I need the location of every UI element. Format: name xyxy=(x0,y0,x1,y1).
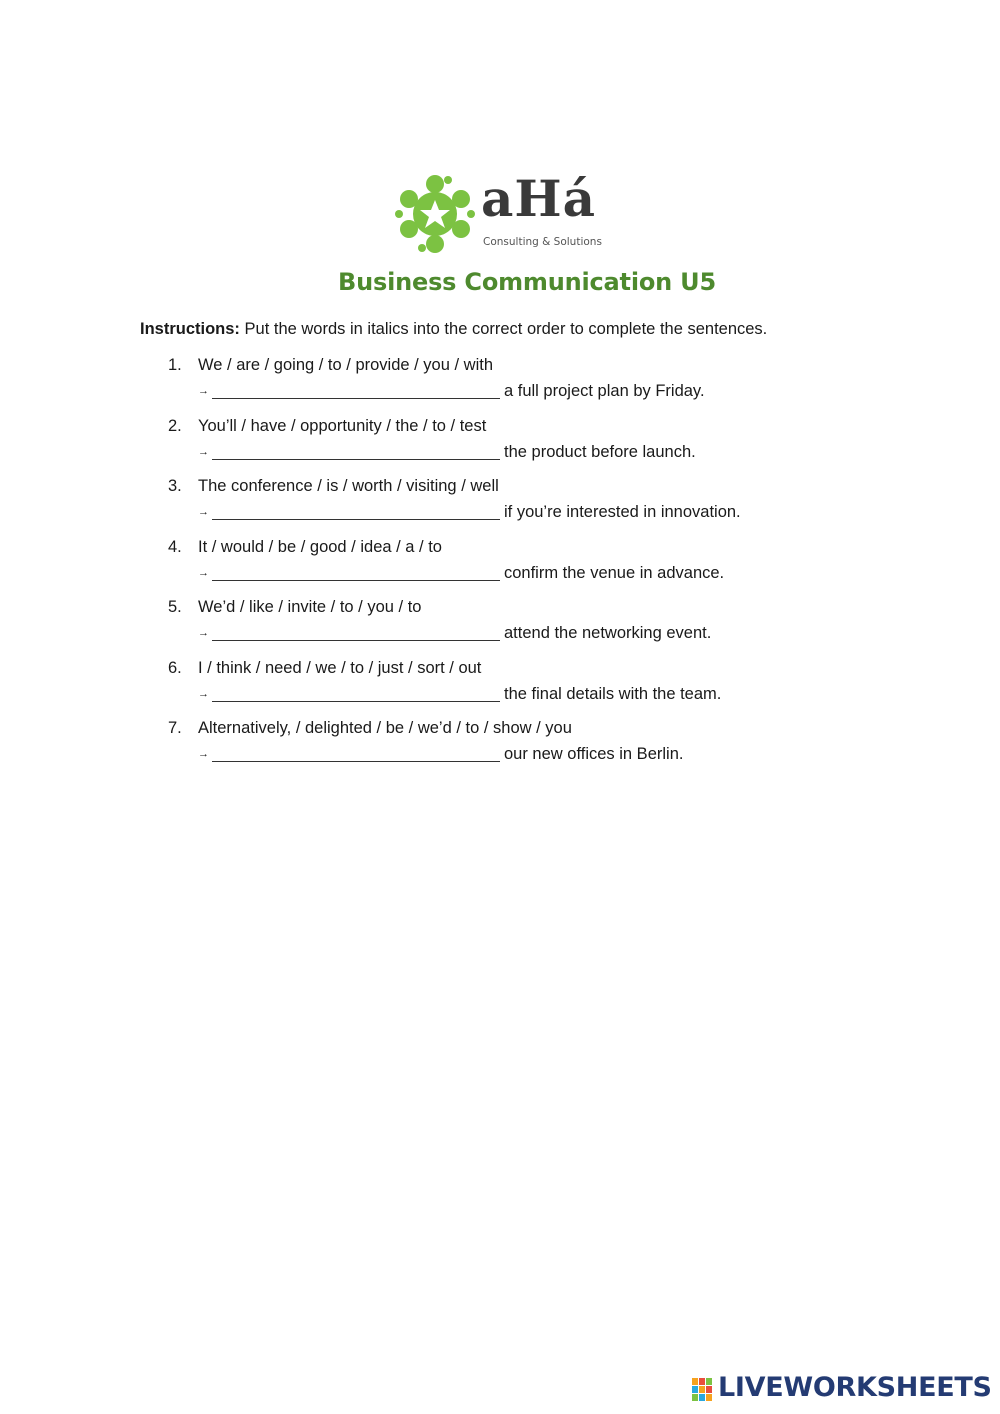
instructions-text: Put the words in italics into the correct order to complete the sentences. xyxy=(239,320,768,338)
liveworksheets-grid-icon xyxy=(692,1378,714,1402)
item-number: 6. xyxy=(168,658,182,677)
item-ending: confirm the venue in advance. xyxy=(504,563,725,582)
exercise-item xyxy=(0,538,1000,594)
answer-row xyxy=(198,562,724,583)
item-ending: our new offices in Berlin. xyxy=(504,745,684,763)
item-number: 7. xyxy=(168,719,182,737)
answer-row xyxy=(198,501,741,522)
item-number: 2. xyxy=(168,416,182,435)
item-prompt: I / think / need / we / to / just / sort / out xyxy=(198,658,482,677)
answer-blank[interactable] xyxy=(212,441,500,460)
aha-star-icon xyxy=(395,174,475,254)
item-ending: the product before launch. xyxy=(504,442,696,461)
answer-blank[interactable] xyxy=(212,562,500,581)
instructions-label: Instructions: xyxy=(140,320,240,338)
logo-tagline: Consulting & Solutions xyxy=(483,236,602,248)
answer-row xyxy=(198,743,683,764)
answer-blank[interactable] xyxy=(212,683,500,702)
arrow-icon: → xyxy=(198,748,209,760)
answer-row xyxy=(198,380,705,401)
item-number: 1. xyxy=(168,356,182,374)
arrow-icon: → xyxy=(198,687,209,700)
arrow-icon: → xyxy=(198,566,209,579)
exercise-item xyxy=(0,356,1000,412)
answer-blank[interactable] xyxy=(212,743,500,762)
exercise-item xyxy=(0,417,1000,473)
exercise-item xyxy=(0,477,1000,533)
answer-row xyxy=(198,683,721,704)
item-prompt: You’ll / have / opportunity / the / to / test xyxy=(198,416,487,435)
answer-blank[interactable] xyxy=(212,501,500,520)
exercise-item xyxy=(0,598,1000,654)
item-prompt: The conference / is / worth / visiting / well xyxy=(198,477,499,495)
aha-logo xyxy=(395,169,610,256)
liveworksheets-brand: LIVEWORKSHEETS xyxy=(718,1372,992,1403)
item-number: 3. xyxy=(168,477,182,495)
exercise-item xyxy=(0,659,1000,715)
item-number: 5. xyxy=(168,598,182,616)
item-prompt: Alternatively, / delighted / be / we’d / to / show / you xyxy=(198,719,572,737)
instructions xyxy=(140,320,767,339)
item-prompt: We / are / going / to / provide / you / with xyxy=(198,356,494,374)
arrow-icon: → xyxy=(198,445,209,458)
item-prompt: We’d / like / invite / to / you / to xyxy=(198,598,422,616)
answer-row xyxy=(198,441,696,462)
answer-row xyxy=(198,622,711,643)
answer-blank[interactable] xyxy=(212,622,500,641)
arrow-icon: → xyxy=(198,506,209,518)
item-ending: attend the networking event. xyxy=(504,624,712,642)
arrow-icon: → xyxy=(198,385,209,397)
item-ending: a full project plan by Friday. xyxy=(504,382,705,400)
item-prompt: It / would / be / good / idea / a / to xyxy=(198,537,442,556)
item-number: 4. xyxy=(168,537,182,556)
answer-blank[interactable] xyxy=(212,380,500,399)
page-title: Business Communication U5 xyxy=(338,268,716,296)
item-ending: the final details with the team. xyxy=(504,684,722,703)
arrow-icon: → xyxy=(198,627,209,639)
logo-wordmark: aHá xyxy=(481,169,597,228)
item-ending: if you’re interested in innovation. xyxy=(504,503,741,521)
exercise-item xyxy=(0,719,1000,775)
